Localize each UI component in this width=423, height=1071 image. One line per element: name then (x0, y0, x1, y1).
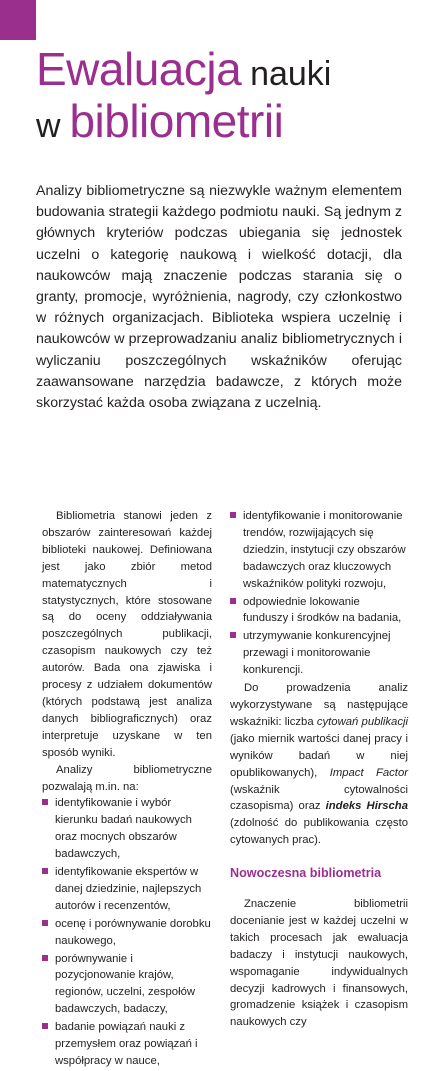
list-item: identyfikowanie i monitorowanie trendów, rozwijających się dziedzin, instytucji czy obszarów badawczych oraz kluczowych wskaźników polityki rozwoju, (230, 508, 408, 593)
page-title (36, 43, 406, 148)
term-cytowania: cytowań publikacji (316, 715, 409, 728)
right-column (230, 508, 408, 1031)
list-item: badanie powiązań nauki z przemysłem oraz powiązań i współpracy w nauce, (42, 1019, 212, 1070)
bullet-square-icon (230, 512, 236, 518)
list-item: porównywanie i pozycjonowanie krajów, regionów, uczelni, zespołów badawczych, badaczy, (42, 951, 212, 1019)
title-w: w (36, 107, 61, 145)
list-item: utrzymywanie konkurencyjnej przewagi i monitorowanie konkurencji. (230, 628, 408, 679)
term-impact-factor: Impact Factor (329, 766, 408, 779)
left-bullet-list (42, 795, 212, 1070)
title-ewaluacja: Ewaluacja (36, 43, 242, 95)
list-item: identyfikowanie ekspertów w danej dziedzinie, najlepszych autorów i recenzentów, (42, 864, 212, 915)
right-bullet-list (230, 508, 408, 679)
left-paragraph-1: Bibliometria stanowi jeden z obszarów zainteresowań każdej biblioteki naukowej. Definiowana jest jako zbiór metod matematycznych i statystycznych, które stosowane są do oceny oddziaływania poszczególnych publikacji, czasopism naukowych czy też autorów. Bada ona zjawiska i procesy z udziałem dokumentów (których podstawą jest analiza danych bibliograficznych) oraz interpretuje uzyskane w ten sposób wyniki. (42, 510, 212, 759)
bullet-square-icon (42, 955, 48, 961)
section-heading: Nowoczesna bibliometria (230, 866, 382, 881)
title-bibliometrii: bibliometrii (69, 95, 284, 147)
bullet-square-icon (42, 868, 48, 874)
list-item: ocenę i porównywanie dorobku naukowego, (42, 916, 212, 950)
bullet-square-icon (42, 799, 48, 805)
title-nauki: nauki (250, 55, 332, 93)
left-column (42, 508, 212, 1071)
term-indeks-hirscha: indeks Hirscha (325, 800, 408, 813)
list-item: odpowiednie lokowanie funduszy i środków na badania, (230, 594, 408, 628)
right-paragraph-1: Do prowadzenia analiz wykorzystywane są następujące wskaźniki: liczba cytowań publikacji (jako miernik wartości danej pracy i wyników badań w niej opublikowanych), Impact Factor (wskaźnik cytowalności czasopisma) oraz indeks Hirscha (zdolność do publikowania często cytowanych prac). (230, 682, 409, 847)
lead-paragraph: Analizy bibliometryczne są niezwykle ważnym elementem budowania strategii każdego podmiotu nauki. Są jednym z głównych kryteriów podczas ubiegania się jednostek uczelni o kategorię naukową i wielkość dotacji, dla naukowców mają znaczenie podczas starania się o granty, promocje, wyróżnienia, nagrody, czy członkostwo w różnych organizacjach. Biblioteka wspiera uczelnię i naukowców w przeprowadzaniu analiz bibliometrycznych i wyliczaniu poszczególnych wskaźników oferując zaawansowane narzędzia badawcze, z których może skorzystać każda osoba związana z uczelnią. (36, 183, 402, 412)
right-paragraph-2: Znaczenie bibliometrii docenianie jest w każdej uczelni w takich procesach jak ewaluacja badaczy i instytucji naukowych, wspomaganie indywidualnych decyzji kadrowych i finansowych, gromadzenie książek i czasopism naukowych czy (230, 898, 408, 1029)
bullet-square-icon (230, 632, 236, 638)
list-item: identyfikowanie i wybór kierunku badań naukowych oraz mocnych obszarów badawczych, (42, 795, 212, 863)
bullet-square-icon (42, 920, 48, 926)
corner-accent-block (0, 0, 36, 40)
left-paragraph-2: Analizy bibliometryczne pozwalają m.in. na: (42, 763, 212, 793)
bullet-square-icon (230, 598, 236, 604)
bullet-square-icon (42, 1023, 48, 1029)
